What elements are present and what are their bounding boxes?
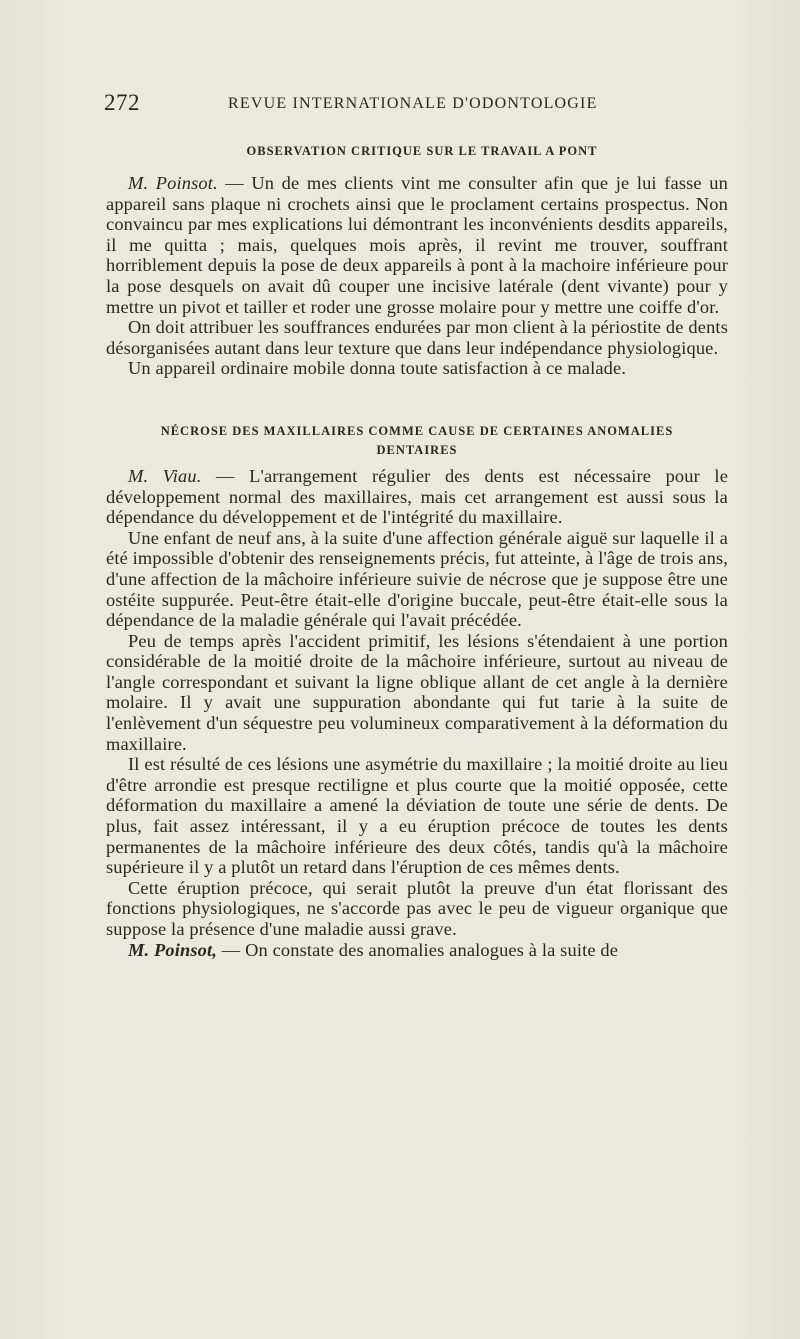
paragraph: On doit attribuer les souffrances endurées par mon client à la périostite de dents désorganisées autant dans leur texture que dans leur indépendance physiologique. [106, 317, 728, 358]
paragraph: Cette éruption précoce, qui serait plutôt la preuve d'un état florissant des fonctions physiologiques, ne s'accorde pas avec le peu de vigueur organique que suppose la présence d'une maladie aussi grave. [106, 877, 728, 939]
page-number: 272 [104, 90, 140, 115]
paragraph-text: — On constate des anomalies analogues à la suite de [217, 939, 619, 960]
speaker-name: M. Poinsot. [128, 173, 218, 193]
paragraph-text: — L'arrangement régulier des dents est nécessaire pour le développement normal des maxillaires, mais cet arrangement est aussi sous la dépendance du développement et de l'intégrité du maxillaire. [106, 465, 729, 528]
section-title-observation: OBSERVATION CRITIQUE SUR LE TRAVAIL A PONT [246, 144, 598, 158]
running-title: REVUE INTERNATIONALE D'ODONTOLOGIE [228, 95, 598, 112]
paragraph [106, 173, 728, 317]
paragraph: Il est résulté de ces lésions une asymétrie du maxillaire ; la moitié droite au lieu d'être arrondie est presque rectiligne et plus courte que la moitié opposée, cette déformation du maxillaire a amené la déviation de toute une série de dents. De plus, fait assez intéressant, il y a eu éruption précoce de toutes les dents permanentes de la mâchoire inférieure des deux côtés, tandis qu'à la mâchoire supérieure il y a plutôt un retard dans l'éruption de ces mêmes dents. [106, 754, 728, 878]
paragraph-text: — Un de mes clients vint me consulter afin que je lui fasse un appareil sans plaque ni crochets ainsi que le proclament certains prospectus. Non convaincu par mes explications lui démontrant les inconvénients desdits appareils, il me quitta ; mais, quelques mois après, il revint me trouver, souffrant horriblement depuis la pose de deux appareils à pont à la machoire inférieure pour la pose desquels on avait dû couper une incisive latérale (dent vivante) pour y mettre un pivot et tailler et roder une grosse molaire pour y mettre une coiffe d'or. [106, 173, 728, 317]
paragraph [106, 466, 728, 528]
section-title-necrose [106, 422, 728, 460]
paragraph: Peu de temps après l'accident primitif, les lésions s'étendaient à une portion considérable de la moitié droite de la mâchoire inférieure, surtout au niveau de l'angle correspondant et suivant la ligne oblique allant de cet angle à la dernière molaire. Il y avait une suppuration abondante qui fut tarie à la suite de l'enlèvement d'un séquestre peu volumineux comparativement à la déformation du maxillaire. [106, 630, 728, 754]
article-body [106, 142, 728, 960]
page-header [104, 90, 724, 120]
section-title-line: DENTAIRES [376, 442, 458, 457]
speaker-name: M. Viau. [128, 465, 202, 486]
speaker-name: M. Poinsot, [128, 939, 218, 960]
paragraph: Un appareil ordinaire mobile donna toute satisfaction à ce malade. [128, 358, 627, 379]
section-title-line: NÉCROSE DES MAXILLAIRES COMME CAUSE DE CERTAINES ANOMALIES [160, 423, 674, 438]
paragraph [106, 940, 728, 961]
paragraph: Une enfant de neuf ans, à la suite d'une affection générale aiguë sur laquelle il a été impossible d'obtenir des renseignements précis, fut atteinte, à l'âge de trois ans, d'une affection de la mâchoire inférieure suivie de nécrose que je suppose être une ostéite suppurée. Peut-être était-elle d'origine buccale, peut-être était-elle sous la dépendance de la maladie générale qui l'avait précédée. [106, 527, 728, 631]
